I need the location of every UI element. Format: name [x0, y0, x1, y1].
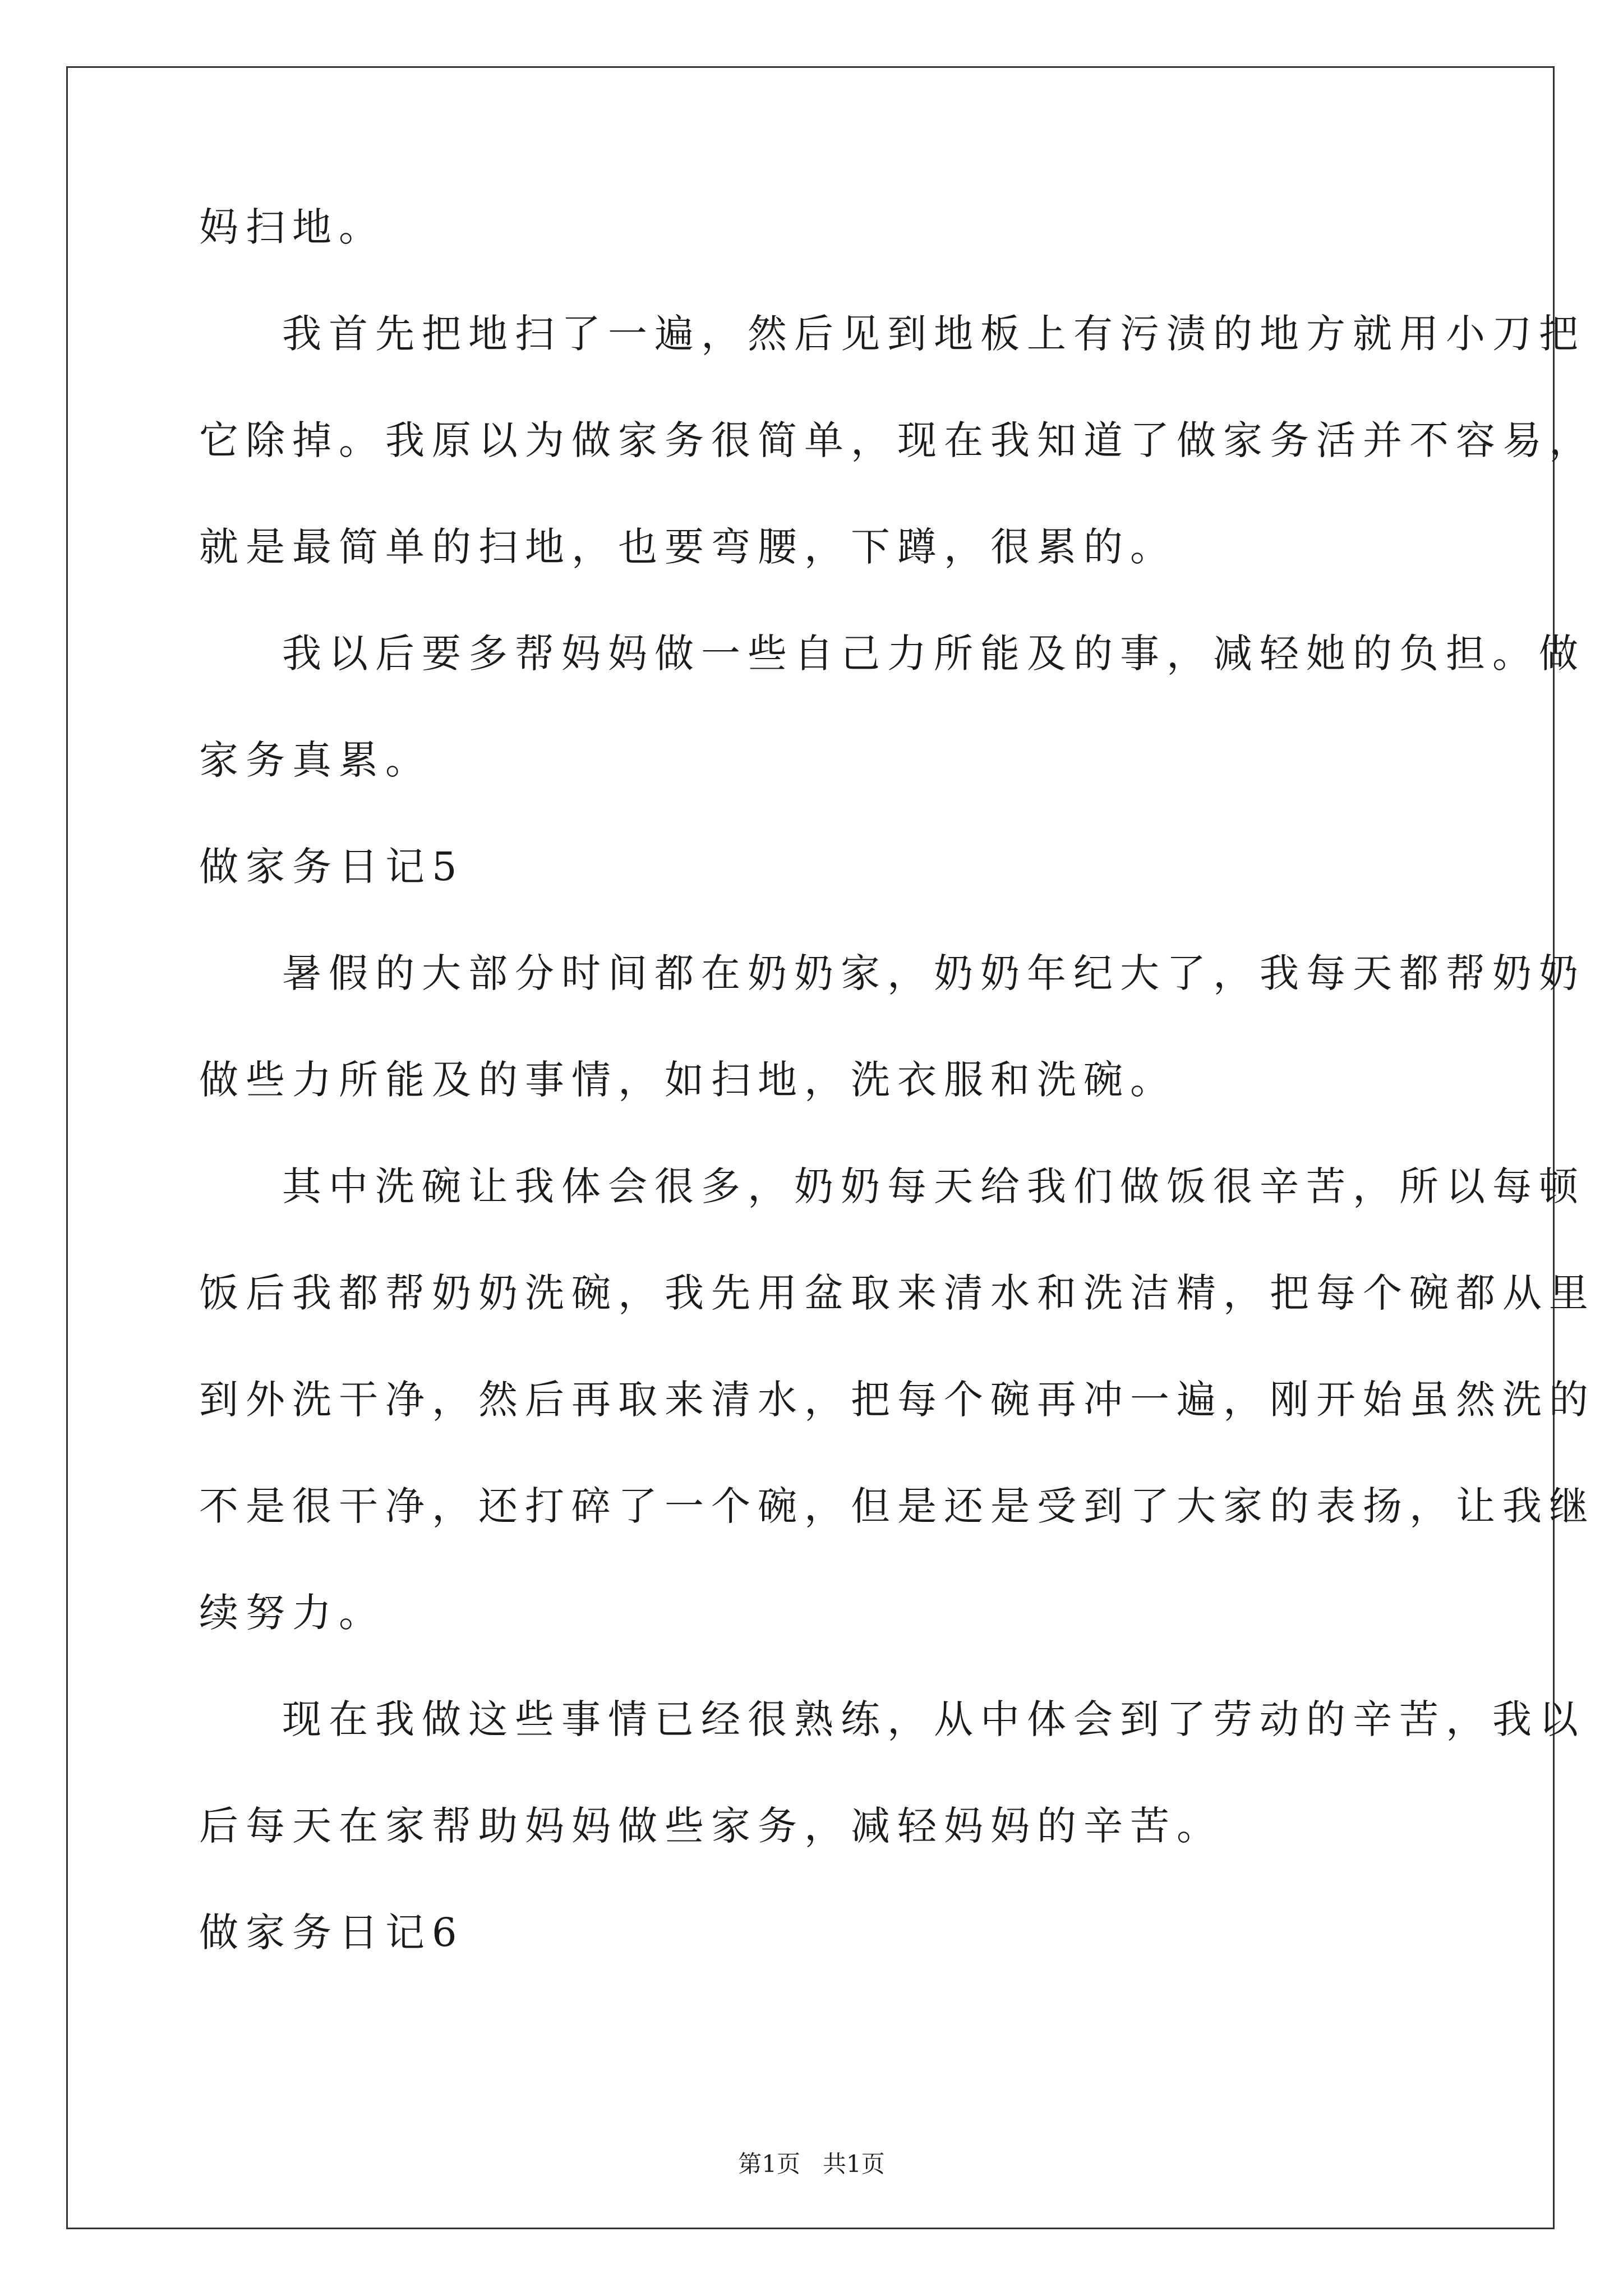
section-heading: 做家务日记5 [199, 844, 464, 890]
page-border [66, 66, 1555, 2229]
paragraph-first-line: 其中洗碗让我体会很多，奶奶每天给我们做饭很辛苦，所以每顿 [282, 1163, 1585, 1209]
section-heading: 做家务日记6 [199, 1910, 464, 1955]
body-line: 就是最简单的扫地，也要弯腰，下蹲，很累的。 [199, 524, 1177, 570]
page-footer [0, 2146, 1623, 2179]
body-line: 不是很干净，还打碎了一个碗，但是还是受到了大家的表扬，让我继 [199, 1483, 1596, 1529]
body-line: 妈扫地。 [199, 204, 385, 250]
body-line: 家务真累。 [199, 737, 432, 783]
body-line: 它除掉。我原以为做家务很简单，现在我知道了做家务活并不容易， [199, 417, 1596, 463]
body-line: 后每天在家帮助妈妈做些家务，减轻妈妈的辛苦。 [199, 1803, 1223, 1849]
page-number: 第1页 [738, 2150, 800, 2178]
paragraph-first-line: 我以后要多帮妈妈做一些自己力所能及的事，减轻她的负担。做 [282, 631, 1585, 677]
body-line: 到外洗干净，然后再取来清水，把每个碗再冲一遍，刚开始虽然洗的 [199, 1377, 1596, 1423]
page-total: 共1页 [823, 2150, 885, 2178]
body-line: 做些力所能及的事情，如扫地，洗衣服和洗碗。 [199, 1057, 1177, 1103]
body-line: 饭后我都帮奶奶洗碗，我先用盆取来清水和洗洁精，把每个碗都从里 [199, 1270, 1596, 1316]
paragraph-first-line: 我首先把地扫了一遍，然后见到地板上有污渍的地方就用小刀把 [282, 311, 1585, 357]
paragraph-first-line: 现在我做这些事情已经很熟练，从中体会到了劳动的辛苦，我以 [282, 1696, 1585, 1742]
paragraph-first-line: 暑假的大部分时间都在奶奶家，奶奶年纪大了，我每天都帮奶奶 [282, 950, 1585, 996]
body-line: 续努力。 [199, 1590, 385, 1636]
